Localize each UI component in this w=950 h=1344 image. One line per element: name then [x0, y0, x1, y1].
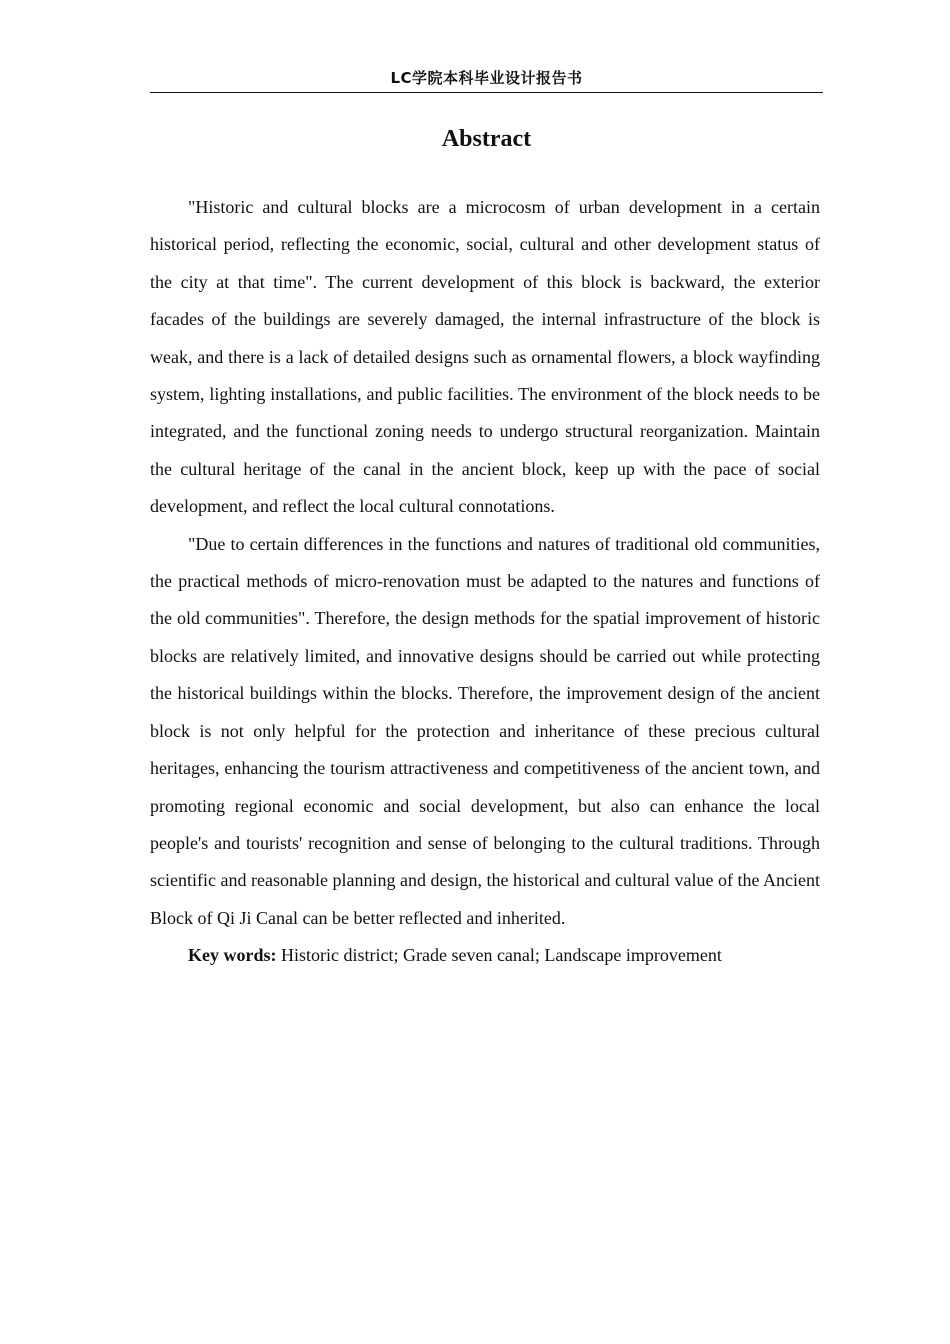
abstract-paragraph-2: "Due to certain differences in the functions and natures of traditional old communities, the practical methods of micro-renovation must be adapted to the natures and functions of the old communities". Therefore, the design methods for the spatial improvement of historic blocks are relatively limited, and innovative designs should be carried out while protecting the historical buildings within the blocks. Therefore, the improvement design of the ancient block is not only helpful for the protection and inheritance of these precious cultural heritages, enhancing the tourism attractiveness and competitiveness of the ancient town, and promoting regional economic and social development, but also can enhance the local people's and tourists' recognition and sense of belonging to the cultural traditions. Through scientific and reasonable planning and design, the historical and cultural value of the Ancient Block of Qi Ji Canal can be better reflected and inherited.	[150, 533, 820, 928]
header-title: LC学院本科毕业设计报告书	[390, 69, 583, 87]
page-header	[150, 66, 823, 93]
abstract-title: Abstract	[441, 126, 532, 152]
abstract-body	[150, 189, 820, 975]
keywords-line	[150, 937, 820, 974]
keywords-label: Key words:	[188, 945, 277, 966]
keywords-list: Historic district; Grade seven canal; Landscape improvement	[276, 945, 722, 966]
abstract-paragraph-1: "Historic and cultural blocks are a microcosm of urban development in a certain historical period, reflecting the economic, social, cultural and other development status of the city at that time". The current development of this block is backward, the exterior facades of the buildings are severely damaged, the internal infrastructure of the block is weak, and there is a lack of detailed designs such as ornamental flowers, a block wayfinding system, lighting installations, and public facilities. The environment of the block needs to be integrated, and the functional zoning needs to undergo structural reorganization. Maintain the cultural heritage of the canal in the ancient block, keep up with the pace of social development, and reflect the local cultural connotations.	[150, 197, 820, 517]
